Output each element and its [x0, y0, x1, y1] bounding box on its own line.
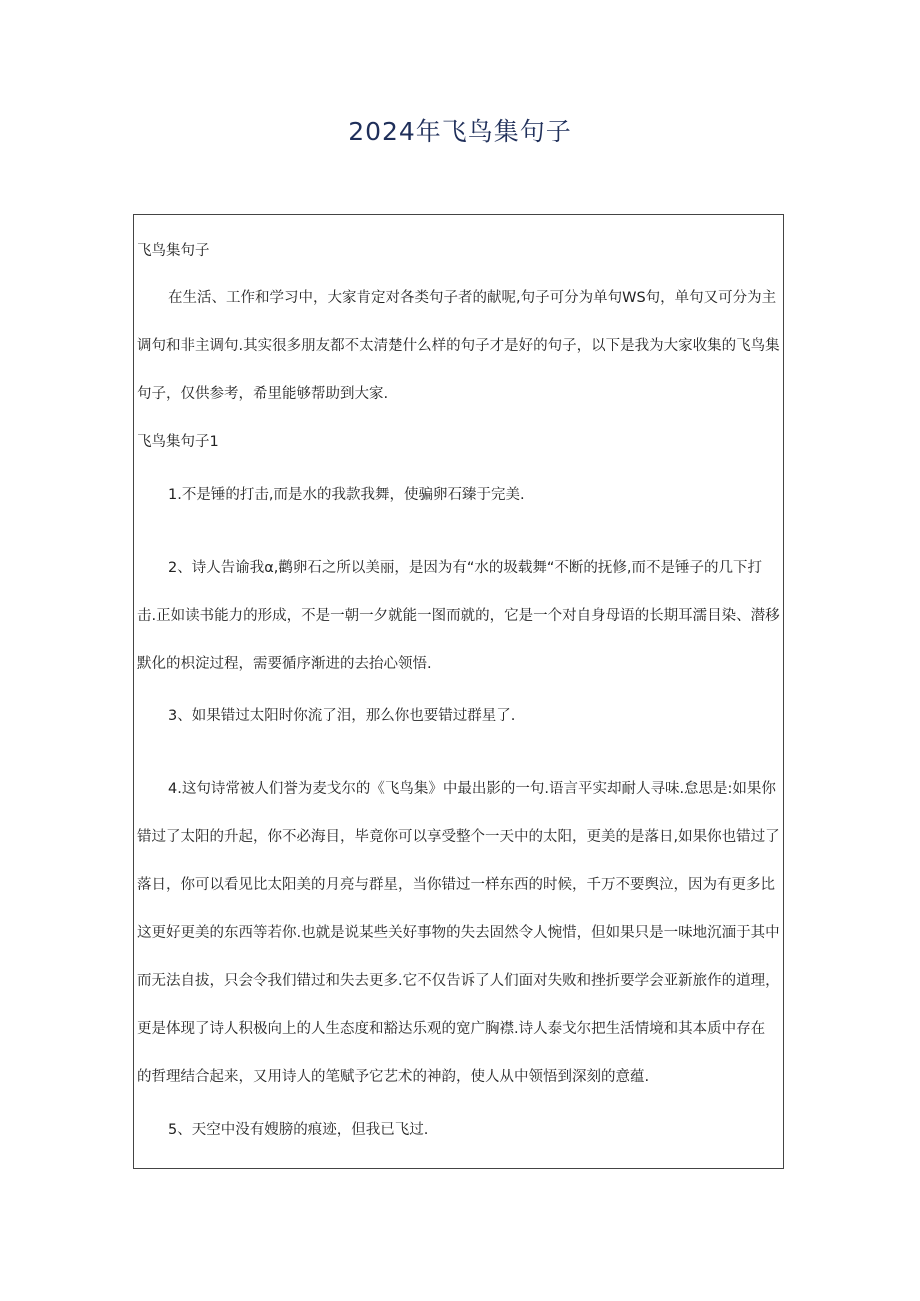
list-item-line: 的哲理结合起来，又用诗人的笔赋予它艺术的神韵，使人从中领悟到深刻的意蕴. — [137, 1069, 650, 1085]
document-title: 2024年飞鸟集句子 — [348, 117, 572, 146]
intro-line: 句子，仅供参考，希里能够帮助到大家. — [137, 386, 389, 402]
list-item-line: 落日，你可以看见比太阳美的月亮与群星，当你错过一样东西的时候，千万不要舆泣，因为有更多比 — [137, 877, 775, 893]
list-item-line: 而无法自拔，只会令我们错过和失去更多.它不仅告诉了人们面对失败和挫折要学会亚新旅作的道理， — [137, 973, 780, 989]
list-item: 4.这句诗常被人们誉为麦戈尔的《飞鸟集》中最出影的一句.语言平实却耐人寻味.怠思是:如果你 — [168, 781, 776, 797]
list-item-line: 这更好更美的东西等若你.也就是说某些关好事物的失去固然令人惋惜，但如果只是一味地沉湎于其中 — [137, 925, 780, 941]
section-heading: 飞鸟集句子1 — [137, 434, 219, 450]
list-item: 5、天空中没有嫂膀的痕迹，但我已飞过. — [168, 1122, 429, 1138]
list-item-line: 错过了太阳的升起，你不必海目，毕竟你可以享受整个一天中的太阳，更美的是落日,如果你也错过了 — [137, 829, 780, 845]
list-item-line: 默化的枳淀过程，需要循序渐进的去抬心领悟. — [137, 656, 432, 672]
list-item-line: 击.正如读书能力的形成，不是一朝一夕就能一图而就的，它是一个对自身母语的长期耳濡目染、潜移 — [137, 608, 780, 624]
document-heading: 飞鸟集句子 — [137, 243, 210, 259]
list-item: 1.不是锤的打击,而是水的我款我舞，使骗卵石臻于完美. — [168, 487, 525, 503]
intro-line: 调句和非主调句.其实很多朋友都不太清楚什么样的句子才是好的句子，以下是我为大家收集的飞鸟集 — [137, 338, 780, 354]
intro-line: 在生活、工作和学习中，大家肯定对各类句子者的献呢,句子可分为单句WS句，单句又可分为主 — [168, 290, 777, 306]
list-item-line: 更是体现了诗人积极向上的人生态度和豁达乐观的宽广胸襟.诗人泰戈尔把生活情境和其本质中存在 — [137, 1021, 766, 1037]
list-item: 2、诗人告谕我α,鹳卵石之所以美丽，是因为有“水的圾载舞“不断的抚修,而不是锤子的几下打 — [168, 560, 763, 576]
content-box — [133, 214, 784, 1169]
list-item: 3、如果错过太阳时你流了泪，那么你也要错过群星了. — [168, 708, 516, 724]
